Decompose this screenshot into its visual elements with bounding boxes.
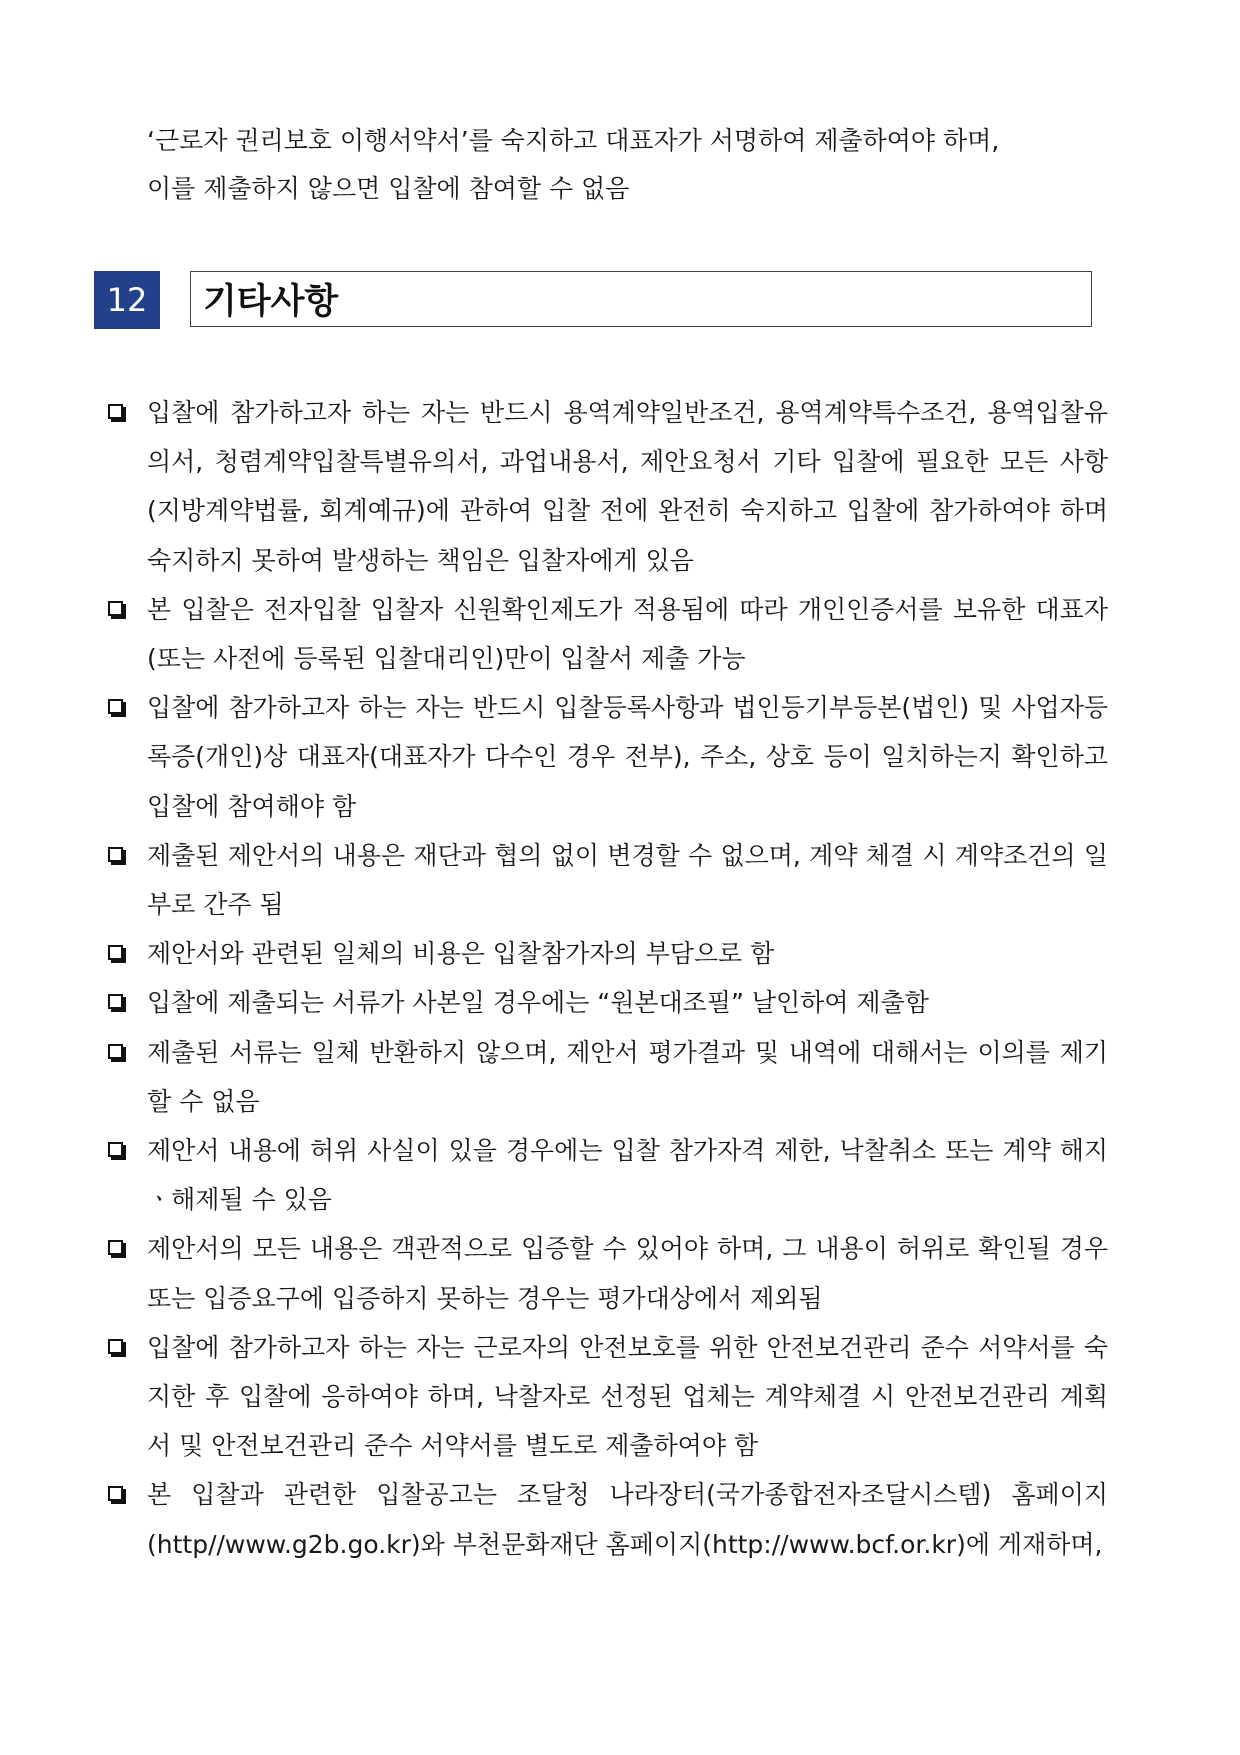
checkbox-square-icon <box>108 1339 123 1354</box>
list-item <box>108 585 1108 683</box>
section-title: 기타사항 <box>190 271 1092 327</box>
checkbox-square-icon <box>108 994 123 1009</box>
checkbox-square-icon <box>108 1044 123 1059</box>
checkbox-square-icon <box>108 404 123 419</box>
checkbox-square-icon <box>108 945 123 960</box>
list-item-text: 입찰에 참가하고자 하는 자는 반드시 용역계약일반조건, 용역계약특수조건, 용역입찰유의서, 청렴계약입찰특별유의서, 과업내용서, 제안요청서 기타 입찰에 필요한 모든 사항(지방계약법률, 회계예규)에 관하여 입찰 전에 완전히 숙지하고 입찰에 참가하여야 하며 숙지하지 못하여 발생하는 책임은 입찰자에게 있음 <box>147 398 1108 575</box>
checkbox-square-icon <box>108 699 123 714</box>
checkbox-square-icon <box>108 1142 123 1157</box>
intro-line-1: ‘근로자 권리보호 이행서약서’를 숙지하고 대표자가 서명하여 제출하여야 하며, <box>147 126 1000 155</box>
list-item <box>108 1126 1108 1224</box>
list-item <box>108 1323 1108 1471</box>
list-item <box>108 1028 1108 1126</box>
list-item-text: 제출된 제안서의 내용은 재단과 협의 없이 변경할 수 없으며, 계약 체결 시 계약조건의 일부로 간주 됨 <box>147 840 1108 920</box>
list-item <box>108 1224 1108 1322</box>
intro-paragraph <box>147 117 1107 213</box>
section-number: 12 <box>94 271 160 329</box>
list-item-text: 입찰에 제출되는 서류가 사본일 경우에는 “원본대조필” 날인하여 제출함 <box>147 988 929 1018</box>
list-item <box>108 388 1108 585</box>
notice-list <box>108 388 1108 1569</box>
checkbox-square-icon <box>108 1486 123 1501</box>
list-item-text: 제안서와 관련된 일체의 비용은 입찰참가자의 부담으로 함 <box>147 939 775 969</box>
intro-line-2: 이를 제출하지 않으면 입찰에 참여할 수 없음 <box>147 174 630 203</box>
list-item-text: 입찰에 참가하고자 하는 자는 반드시 입찰등록사항과 법인등기부등본(법인) 및 사업자등록증(개인)상 대표자(대표자가 다수인 경우 전부), 주소, 상호 등이 일치하는지 확인하고 입찰에 참여해야 함 <box>147 693 1108 821</box>
list-item-text: 본 입찰과 관련한 입찰공고는 조달청 나라장터(국가종합전자조달시스템) 홈페이지 (http//www.g2b.go.kr)와 부천문화재단 홈페이지(http://www.bcf.or.kr)에 게재하며, <box>147 1480 1108 1559</box>
list-item-text: 제안서 내용에 허위 사실이 있을 경우에는 입찰 참가자격 제한, 낙찰취소 또는 계약 해지ㆍ해제될 수 있음 <box>147 1136 1108 1215</box>
list-item-text: 본 입찰은 전자입찰 입찰자 신원확인제도가 적용됨에 따라 개인인증서를 보유한 대표자(또는 사전에 등록된 입찰대리인)만이 입찰서 제출 가능 <box>147 594 1108 674</box>
list-item <box>108 929 1108 978</box>
checkbox-square-icon <box>108 601 123 616</box>
list-item <box>108 1470 1108 1568</box>
list-item <box>108 831 1108 929</box>
checkbox-square-icon <box>108 847 123 862</box>
checkbox-square-icon <box>108 1240 123 1255</box>
list-item-text: 제안서의 모든 내용은 객관적으로 입증할 수 있어야 하며, 그 내용이 허위로 확인될 경우 또는 입증요구에 입증하지 못하는 경우는 평가대상에서 제외됨 <box>147 1234 1108 1313</box>
list-item <box>108 978 1108 1027</box>
list-item-text: 제출된 서류는 일체 반환하지 않으며, 제안서 평가결과 및 내역에 대해서는 이의를 제기할 수 없음 <box>147 1037 1108 1116</box>
list-item-text: 입찰에 참가하고자 하는 자는 근로자의 안전보호를 위한 안전보건관리 준수 서약서를 숙지한 후 입찰에 응하여야 하며, 낙찰자로 선정된 업체는 계약체결 시 안전보건관리 계획서 및 안전보건관리 준수 서약서를 별도로 제출하여야 함 <box>147 1332 1108 1461</box>
list-item <box>108 683 1108 831</box>
